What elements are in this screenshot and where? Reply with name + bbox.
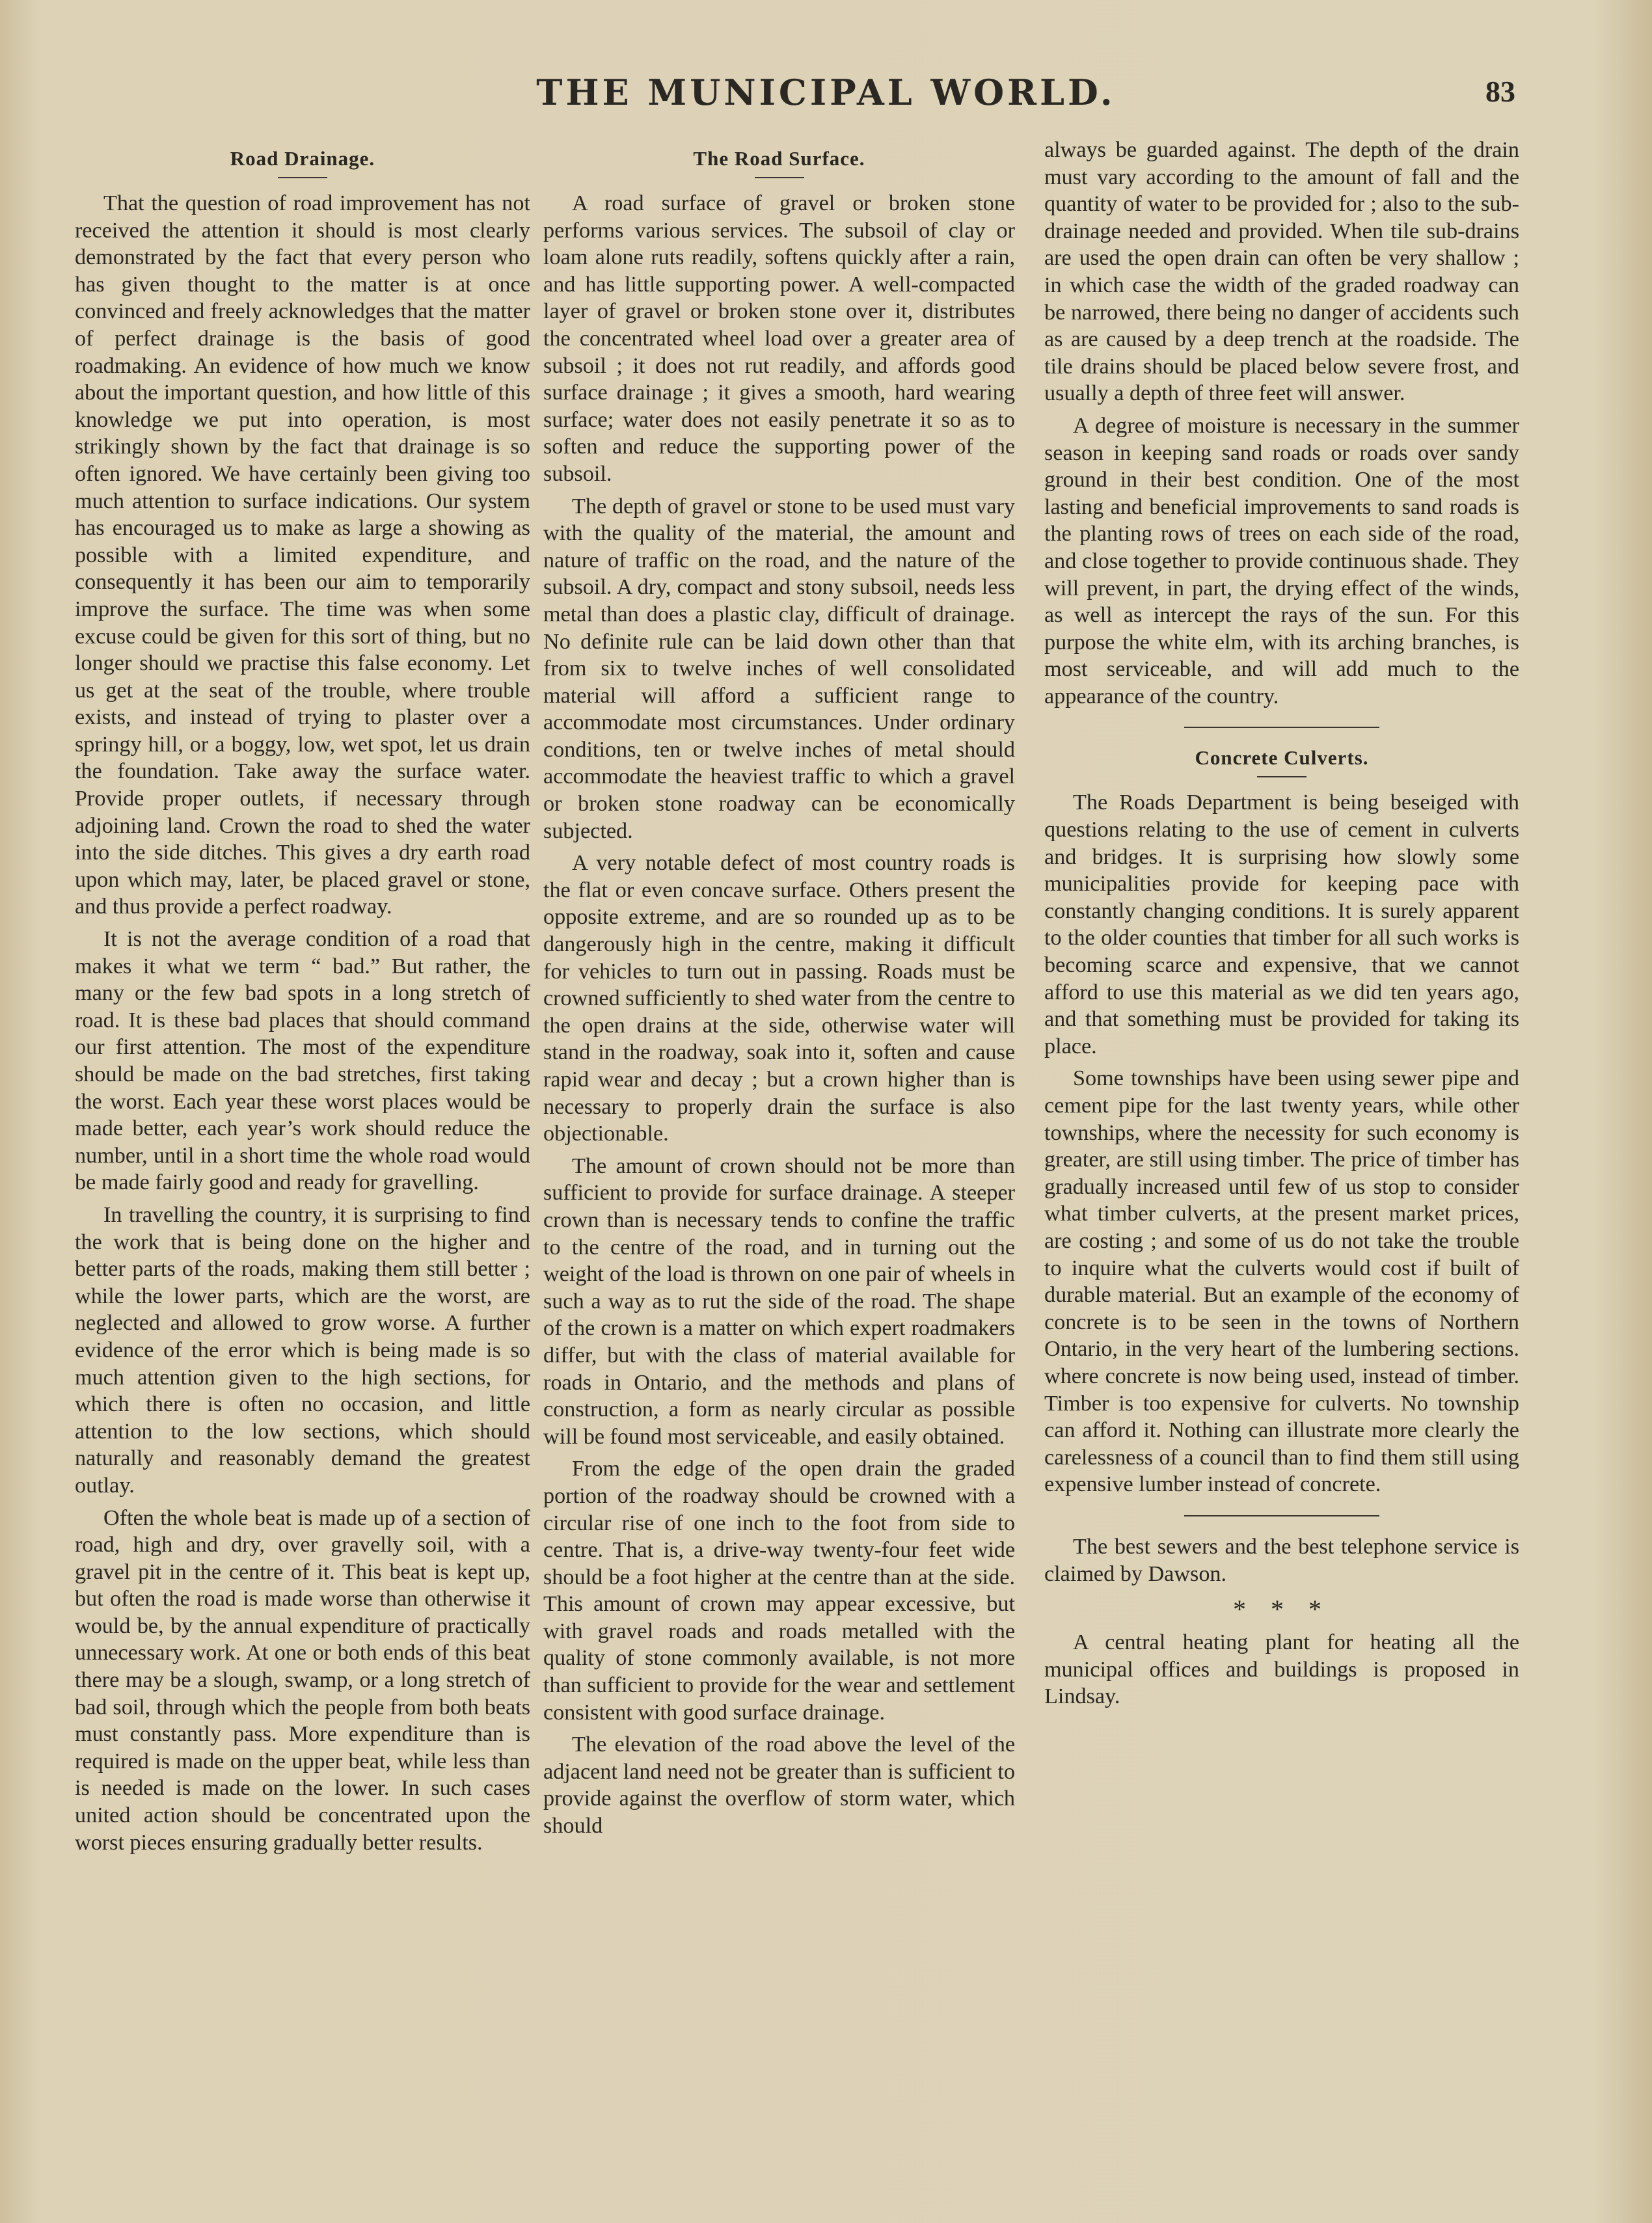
paragraph: That the question of road improvement has not received the attention it should is most clearly demonstrated by the fact that every person who has given thought to the matter is at once convinced and freely acknowledges that the matter of perfect drainage is the basis of good roadmaking. An evidence of how much we know about the important question, and how little of this knowledge we put into operation, is most strikingly shown by the fact that drainage is so often ignored. We have certainly been giving too much attention to surface indications. Our system has encouraged us to make as large a showing as possible with a limited expenditure, and consequently it has been our aim to temporarily improve the surface. The time was when some excuse could be given for this sort of thing, but no longer should we practise this false economy. Let us get at the seat of the trouble, where trouble exists, and instead of trying to plaster over a springy hill, or a boggy, low, wet spot, let us drain the foundation. Take away the surface water. Provide proper outlets, if necessary through adjoining land. Crown the road to shed the water into the side ditches. This gives a dry earth road upon which may, later, be placed gravel or stone, and thus provide a perfect roadway. xyxy=(75,191,530,919)
paragraph: The Roads Department is being beseiged with questions relating to the use of cement in culverts and bridges. It is surprising how slowly some municipalities provide for keeping pace with constantly changing conditions. It is surely apparent to the older counties that timber for all such works is becoming scarce and expensive, that we cannot afford to use this material as we did ten years ago, and that something must be provided for taking its place. xyxy=(1044,790,1519,1058)
section-divider xyxy=(1184,727,1379,728)
paragraph: From the edge of the open drain the graded portion of the roadway should be crowned with a circular rise of one inch to the foot from side to centre. That is, a drive-way twenty-four feet wide should be a foot higher at the centre than at the side. This amount of crown may appear excessive, but with gravel roads and roads metalled with the quality of stone commonly available, is not more than sufficient to provide for the wear and settlement consistent with good surface drainage. xyxy=(543,1457,1015,1725)
section-heading-road-drainage: Road Drainage. xyxy=(230,147,375,170)
paragraph: The depth of gravel or stone to be used must vary with the quality of the material, the amount and nature of traffic on the road, and the nature of the subsoil. A dry, compact and stony subsoil, needs less metal than does a plastic clay, difficult of drainage. No definite rule can be laid down other than that from six to twelve inches of well consolidated material will afford a sufficient range to accommodate most circumstances. Under ordinary conditions, ten or twelve inches of metal should accommodate the heaviest traffic to which a gravel or broken stone roadway can be economically subjected. xyxy=(543,494,1015,843)
paragraph: A very notable defect of most country roads is the flat or even concave surface. Others present the opposite extreme, and are so rounded up as to be dangerously high in the centre, making it difficult for vehicles to turn out in passing. Roads must be crowned sufficiently to shed water from the centre to the open drains at the side, otherwise water will stand in the roadway, soak into it, soften and cause rapid wear and decay ; but a crown higher than is necessary to properly drain the surface is also objectionable. xyxy=(543,851,1015,1146)
asterism: * * * xyxy=(1233,1595,1331,1624)
paragraph: The elevation of the road above the level of the adjacent land need not be greater than is sufficient to provide against the overflow of storm water, which should xyxy=(543,1732,1015,1839)
page-number: 83 xyxy=(1485,75,1515,108)
paragraph: A degree of moisture is necessary in the summer season in keeping sand roads or roads over sandy ground in their best condition. One of the most lasting and beneficial improvements to sand roads is the planting rows of trees on each side of the road, and close together to provide continuous shade. They will prevent, in part, the drying effect of the winds, as well as intercept the rays of the sun. For this purpose the white elm, with its arching branches, is most serviceable, and will add much to the appearance of the country. xyxy=(1044,413,1519,708)
heading-rule xyxy=(1257,776,1307,777)
page-title: THE MUNICIPAL WORLD. xyxy=(536,72,1116,113)
section-divider xyxy=(1184,1515,1379,1516)
column-concrete-culverts xyxy=(1044,137,1519,1716)
section-heading-concrete-culverts: Concrete Culverts. xyxy=(1195,746,1369,770)
column-road-surface xyxy=(543,137,1015,1845)
heading-rule xyxy=(278,177,327,178)
paragraph: In travelling the country, it is surprising to find the work that is being done on the higher and better parts of the roads, making them still better ; while the lower parts, which are the worst, are neglected and allowed to grow worse. A further evidence of the error which is being made is so much attention given to the high sections, for which there is often no occasion, and little attention to the low sections, which should naturally and reasonably demand the greatest outlay. xyxy=(75,1202,530,1498)
paragraph: The amount of crown should not be more than sufficient to provide for surface drainage. A steeper crown than is necessary tends to confine the traffic to the centre of the road, and in turning out the weight of the load is thrown on one pair of wheels in such a way as to rut the side of the road. The shape of the crown is a matter on which expert roadmakers differ, but with the class of material available for roads in Ontario, and the methods and plans of construction, a form as nearly circular as possible will be found most serviceable, and easily obtained. xyxy=(543,1153,1015,1449)
news-note-lindsay: A central heating plant for heating all the municipal offices and buildings is proposed in Lindsay. xyxy=(1044,1630,1519,1709)
paragraph: Some townships have been using sewer pipe and cement pipe for the last twenty years, while other townships, where the necessity for such economy is greater, are still using timber. The price of timber has gradually increased until few of us stop to consider what timber culverts, at the present market prices, are costing ; and some of us do not take the trouble to inquire what the culverts would cost if built of durable material. But an example of the economy of concrete is to be seen in the towns of Northern Ontario, in the very heart of the lumbering sections. where concrete is now being used, instead of timber. Timber is too expensive for culverts. No township can afford it. Nothing can illustrate more clearly the carelessness of a council than to find them still using expensive lumber instead of concrete. xyxy=(1044,1066,1519,1497)
paragraph: A road surface of gravel or broken stone performs various services. The subsoil of clay or loam alone ruts readily, softens quickly after a rain, and has little supporting power. A well-compacted layer of gravel or broken stone over it, distributes the concentrated wheel load over a greater area of subsoil ; it does not rut readily, and affords good surface drainage ; it gives a smooth, hard wearing surface; water does not easily penetrate it so as to soften and reduce the supporting power of the subsoil. xyxy=(543,191,1015,486)
news-note-dawson: The best sewers and the best telephone service is claimed by Dawson. xyxy=(1044,1534,1519,1586)
running-head xyxy=(0,72,1652,117)
heading-rule xyxy=(755,177,804,178)
paragraph-continuation: always be guarded against. The depth of the drain must vary according to the amount of fall and the quantity of water to be provided for ; also to the sub-drainage needed and provided. When tile sub-drains are used the open drain can often be very shallow ; in which case the width of the graded roadway can be narrowed, there being no danger of accidents such as are caused by a deep trench at the roadside. The tile drains should be placed below severe frost, and usually a depth of three feet will answer. xyxy=(1044,138,1519,406)
section-heading-road-surface: The Road Surface. xyxy=(693,147,865,170)
paragraph: Often the whole beat is made up of a section of road, high and dry, over gravelly soil, with a gravel pit in the centre of it. This beat is kept up, but often the road is made worse than otherwise it would be, by the annual expenditure of practically unnecessary work. At one or both ends of this beat there may be a slough, swamp, or a long stretch of bad soil, through which the people from both beats must constantly pass. More expenditure than is required is made on the upper beat, while less than is needed is made on the lower. In such cases united action should be concentrated upon the worst pieces ensuring gradually better results. xyxy=(75,1505,530,1855)
paragraph: It is not the average condition of a road that makes it what we term “ bad.” But rather, the many or the few bad spots in a long stretch of road. It is these bad places that should command our first attention. The most of the expenditure should be made on the bad stretches, first taking the worst. Each year these worst places would be made better, each year’s work should reduce the number, until in a short time the whole road would be made fairly good and ready for gravelling. xyxy=(75,927,530,1195)
column-road-drainage xyxy=(75,137,530,1861)
